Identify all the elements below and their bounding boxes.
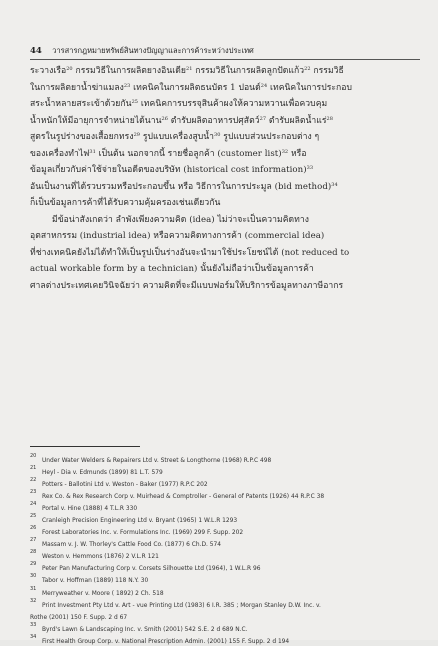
body-line [30, 146, 422, 163]
footnotes [30, 453, 425, 646]
footnote-number: 26 [30, 525, 37, 532]
body-line [30, 212, 422, 229]
footnote-number: 20 [30, 453, 37, 459]
body-text-run: เทคนิคการบรรจุสินค้าผงให้ความหวานเพื่อควบคุม [138, 99, 328, 109]
footnote [30, 610, 425, 622]
footnote-text: Forest Laboratories Inc. v. Formulations Inc. (1969) 299 F. Supp. 202 [42, 530, 244, 537]
body-text-run: ข้อมูลเกี่ยวกับค่าใช้จ่ายในอดีตของบริษัท (historical cost information) [30, 165, 307, 175]
body-text-run: อุตสาหกรรม (industrial idea) หรือความคิดทางการค้า (commercial idea) [30, 231, 325, 241]
footnote-text: Print Investment Pty Ltd v. Art - vue Printing Ltd (1983) 6 I.R. 385 ; Morgan Stanley D.W. Inc. v. [42, 602, 321, 609]
body-text-run: เทคนิคในการผลิตธนบัตร 1 ปอนด์ [130, 82, 261, 93]
footnote-text: Peter Pan Manufacturing Corp v. Corsets Silhouette Ltd (1964), 1 W.L.R 96 [42, 566, 261, 573]
footnote-marker: 33 [306, 165, 314, 171]
footnote-marker: 34 [331, 181, 338, 188]
body-text [30, 63, 422, 294]
footnote [30, 598, 425, 610]
footnote-marker: 22 [304, 66, 311, 72]
footnote-text: Rothe (2001) 150 F. Supp. 2 d 67 [30, 614, 128, 621]
footnote [30, 501, 425, 513]
body-text-run: กรรมวิธีในการผลิตลูกปัดแก้ว [192, 66, 305, 76]
body-line [30, 278, 422, 295]
footnote [30, 537, 425, 549]
footnote-number: 24 [30, 501, 37, 508]
footnote-number: 28 [30, 549, 37, 556]
footnote-marker: 21 [185, 66, 193, 72]
body-text-run: ของเครื่องทำไฟ [30, 148, 90, 159]
footnote [30, 513, 425, 525]
footnote-marker: 23 [123, 82, 131, 89]
body-text-run: ตำรับผลิตอาหารปศุสัตว์ [168, 115, 260, 126]
footnote-number: 31 [30, 585, 37, 592]
body-text-run: น้ำหนักให้มีอายุการจำหน่ายได้นาน [30, 115, 162, 126]
footnote-text: Byrd's Lawn & Landscaping Inc. v. Smith (2001) 542 S.E. 2 d 689 N.C. [42, 626, 248, 633]
body-text-run: ที่ช่างเทคนิคยังไม่ได้ทำให้เป็นรูปเป็นร่างอันจะนำมาใช้ประโยชน์ได้ (not reduced to [30, 247, 350, 258]
body-text-run: ระวางเรือ [30, 66, 67, 76]
body-line [30, 129, 422, 146]
footnote [30, 453, 425, 465]
body-text-run: รูปแบบส่วนประกอบต่าง ๆ [220, 132, 320, 142]
body-line [30, 245, 422, 262]
footnote-number: 29 [30, 561, 37, 568]
running-header [30, 45, 420, 59]
footnote-marker: 31 [89, 148, 96, 155]
footnote-marker: 24 [260, 82, 268, 89]
footnote [30, 586, 425, 598]
body-line [30, 63, 422, 80]
footnote-text: Merryweather v. Moore ( 1892) 2 Ch. 518 [42, 590, 164, 597]
footnote-rule [30, 446, 140, 447]
footnote-marker: 28 [326, 115, 333, 122]
footnote [30, 549, 425, 561]
body-text-run: กรรมวิธี [310, 66, 344, 76]
footnote-number: 32 [30, 597, 37, 604]
footnote-number: 30 [30, 573, 37, 580]
body-text-run: ในการผลิตยาน้ำฆ่าแมลง [30, 82, 124, 93]
footnote-number: 22 [30, 477, 37, 484]
footnote-number: 34 [30, 633, 37, 640]
footnote-text: First Health Group Corp. v. National Prescription Admin. (2001) 155 F. Supp. 2 d 194 [42, 638, 290, 645]
footnote-text: Under Water Welders & Repairers Ltd v. Street & Longthorne (1968) R.P.C 498 [42, 458, 272, 464]
footnote-number: 21 [30, 465, 37, 472]
footnote-text: Potters - Ballotini Ltd v. Weston - Baker (1977) R.P.C 202 [42, 482, 208, 489]
footnote-marker: 26 [161, 115, 168, 122]
body-text-run: เป็นต้น นอกจากนี้ รายชื่อลูกค้า (customer list) [95, 148, 282, 159]
footnote-marker: 25 [131, 99, 139, 105]
footnote-number: 27 [30, 537, 37, 544]
footnote [30, 561, 425, 573]
footnote-marker: 32 [281, 148, 289, 155]
body-text-run: สระน้ำหลายสระเข้าด้วยกัน [30, 99, 132, 109]
footnote [30, 477, 425, 489]
body-line [30, 96, 422, 113]
page-number: 44 [30, 46, 42, 56]
footnote-marker: 29 [133, 132, 141, 138]
body-text-run: รูปแบบเครื่องสูบน้ำ [140, 132, 215, 142]
body-text-run: หรือ [288, 148, 307, 159]
footnote-marker: 20 [66, 66, 73, 72]
footnote-text: Heyl - Dia v. Edmunds (1899) 81 L.T. 579 [42, 470, 163, 477]
footnote-text: Tabor v. Hoffman (1889) 118 N.Y. 30 [42, 578, 149, 585]
body-text-run: สูตรในรูปร่างของเสื้อยกทรง [30, 132, 134, 142]
body-line [30, 162, 422, 179]
body-text-run: actual workable form by a technician) นั้นยังไม่ถือว่าเป็นข้อมูลการค้า [30, 264, 314, 274]
footnote-text: Cranleigh Precision Engineering Ltd v. Bryant (1965) 1 W.L.R 1293 [42, 518, 238, 525]
body-line [30, 113, 422, 130]
body-line [30, 228, 422, 245]
body-text-run: ตำรับผลิตน้ำแร่ [266, 115, 327, 126]
footnote-number: 25 [30, 513, 37, 520]
body-text-run: เทคนิคในการประกอบ [267, 82, 352, 93]
footnote [30, 622, 425, 634]
footnote [30, 489, 425, 501]
body-line [30, 80, 422, 97]
body-line [30, 195, 422, 212]
footnote-marker: 30 [214, 132, 221, 138]
body-line [30, 179, 422, 196]
footnote [30, 573, 425, 585]
footnote-text: Portal v. Hine (1888) 4 T.L.R 330 [42, 506, 138, 513]
body-text-run: ก็เป็นข้อมูลการค้าที่ได้รับความคุ้มครองเช่นเดียวกัน [30, 198, 221, 208]
body-text-run: ศาลต่างประเทศเคยวินิจฉัยว่า ความคิดที่จะมีแบบฟอร์มให้บริการข้อมูลทางภาษีอากร [30, 280, 344, 291]
header-rule [30, 59, 420, 60]
footnote-text: Rex Co. & Rex Research Corp v. Muirhead & Comptroller - General of Patents (1926) 44 R.P.C 38 [42, 494, 325, 501]
footnote-number: 23 [30, 489, 37, 496]
footnote-text: Weston v. Hemmons (1876) 2 V.L.R 121 [42, 554, 159, 561]
body-line [30, 261, 422, 278]
footnote-text: Massam v. J. W. Thorley's Cattle Food Co. (1877) 6 Ch.D. 574 [42, 542, 222, 549]
body-text-run: อันเป็นงานที่ได้รวบรวมหรือประกอบขึ้น หรือ วิธีการในการประมูล (bid method) [30, 181, 332, 192]
footnote [30, 525, 425, 537]
footnote-marker: 27 [259, 115, 267, 122]
running-title: วารสารกฎหมายทรัพย์สินทางปัญญาและการค้าระหว่างประเทศ [52, 46, 254, 55]
body-text-run: กรรมวิธีในการผลิตยางอินเดีย [72, 66, 186, 76]
footnote-number: 33 [30, 621, 37, 628]
footnote [30, 465, 425, 477]
body-text-run: มีข้อน่าสังเกตว่า ลำพังเพียงความคิด (idea) ไม่ว่าจะเป็นความคิดทาง [52, 214, 309, 225]
